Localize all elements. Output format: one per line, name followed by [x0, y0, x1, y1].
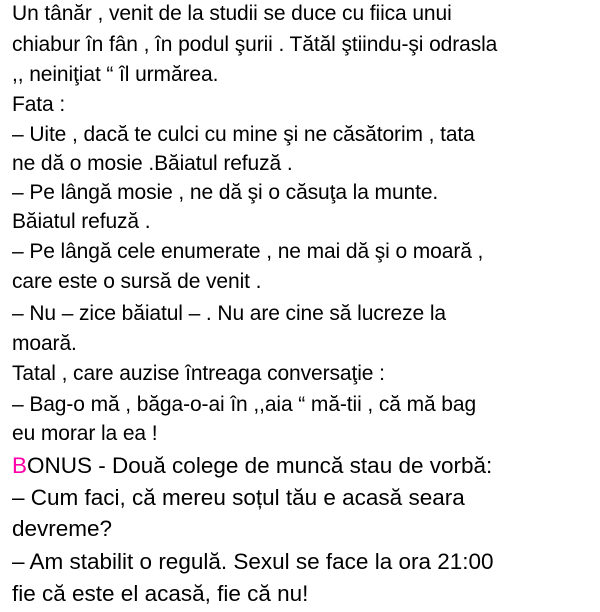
joke-line: Un tânăr , venit de la studii se duce cu fiica unui [12, 2, 452, 25]
joke-line: care este o sursă de venit . [12, 270, 262, 293]
joke-line: – Nu – zice băiatul – . Nu are cine să lucreze la [12, 302, 446, 325]
joke-line: – Bag-o mă , băga-o-ai în ,,aia “ mă-tii , că mă bag [12, 393, 477, 416]
bonus-line: – Am stabilit o regulă. Sexul se face la ora 21:00 [12, 549, 494, 574]
joke-line: chiabur în fân , în podul şurii . Tătăl ştiindu-şi odrasla [12, 33, 498, 56]
bonus-heading-rest: ONUS - Două colege de muncă stau de vorbă: [27, 453, 493, 478]
joke-line: Fata : [12, 93, 66, 116]
joke-line: – Pe lângă mosie , ne dă şi o căsuţa la munte. [12, 181, 439, 204]
joke-line: – Pe lângă cele enumerate , ne mai dă şi o moară , [12, 240, 484, 263]
joke-line: Băiatul refuză . [12, 210, 151, 233]
bonus-line: – Cum faci, că mereu soțul tău e acasă seara [12, 485, 465, 510]
joke-line: ne dă o mosie .Băiatul refuză . [12, 152, 293, 175]
bonus-first-letter: B [12, 453, 28, 478]
joke-line: Tatal , care auzise întreaga conversaţie : [12, 362, 385, 385]
bonus-line: fie că este el acasă, fie că nu! [12, 581, 309, 606]
joke-line: ,, neiniţiat “ îl urmărea. [12, 63, 219, 86]
joke-line: moară. [12, 332, 77, 355]
joke-line: – Uite , dacă te culci cu mine şi ne căsătorim , tata [12, 123, 475, 146]
bonus-heading-line [12, 454, 492, 478]
joke-line: eu morar la ea ! [12, 422, 158, 445]
bonus-line: devreme? [12, 516, 113, 541]
